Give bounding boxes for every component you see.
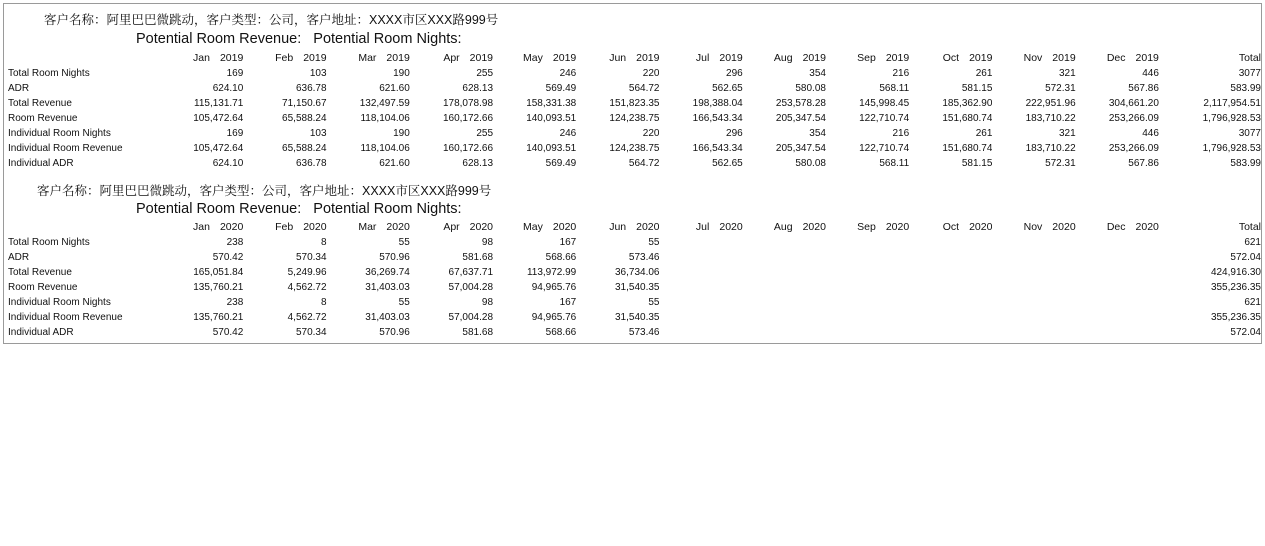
value-cell: 569.49 bbox=[545, 83, 577, 94]
value-cell: 122,710.74 bbox=[859, 143, 910, 154]
total-cell: 424,916.30 bbox=[1210, 267, 1261, 278]
value-cell: 31,540.35 bbox=[614, 282, 660, 293]
month-header bbox=[410, 51, 493, 66]
month-year: 2019 bbox=[1052, 52, 1076, 64]
value-cell: 216 bbox=[892, 128, 910, 139]
total-header: Total bbox=[1238, 52, 1261, 64]
month-year: 2020 bbox=[303, 221, 327, 233]
value-cell: 98 bbox=[481, 297, 494, 308]
month-header bbox=[826, 220, 909, 235]
month-header bbox=[243, 220, 326, 235]
value-cell: 183,710.22 bbox=[1025, 143, 1076, 154]
value-cell: 31,403.03 bbox=[365, 282, 410, 293]
value-cell bbox=[1076, 250, 1159, 265]
month-header bbox=[243, 51, 326, 66]
month-name: Feb bbox=[275, 221, 294, 233]
value-cell: 36,269.74 bbox=[365, 267, 410, 278]
potential-summary bbox=[136, 201, 462, 217]
value-cell bbox=[659, 295, 742, 310]
value-cell: 220 bbox=[642, 68, 660, 79]
value-cell bbox=[992, 235, 1075, 250]
value-cell: 135,760.21 bbox=[193, 312, 244, 323]
table-row bbox=[8, 250, 1261, 265]
revenue-table-2019 bbox=[8, 51, 1261, 171]
value-cell bbox=[992, 325, 1075, 340]
total-cell: 583.99 bbox=[1230, 83, 1261, 94]
value-cell: 178,078.98 bbox=[442, 98, 494, 109]
table-row bbox=[8, 156, 1261, 171]
month-year: 2020 bbox=[1052, 221, 1076, 233]
month-header-row bbox=[8, 51, 1261, 66]
value-cell bbox=[1076, 325, 1159, 340]
month-header bbox=[493, 220, 576, 235]
value-cell bbox=[826, 295, 909, 310]
value-cell: 198,388.04 bbox=[692, 98, 743, 109]
value-cell: 354 bbox=[809, 68, 826, 79]
customer-info-line: 客户名称：阿里巴巴微跳动，客户类型：公司，客户地址：XXXX市区XXX路999号 bbox=[44, 13, 499, 27]
value-cell: 573.46 bbox=[628, 252, 660, 263]
value-cell bbox=[1076, 310, 1159, 325]
row-label-header bbox=[8, 51, 160, 66]
month-name: Oct bbox=[942, 52, 960, 64]
value-cell: 118,104.06 bbox=[360, 143, 410, 154]
value-cell: 624.10 bbox=[212, 83, 244, 94]
value-cell: 205,347.54 bbox=[775, 113, 826, 124]
month-header bbox=[909, 220, 992, 235]
value-cell: 321 bbox=[1058, 68, 1076, 79]
value-cell bbox=[659, 265, 742, 280]
potential-room-revenue-label: Potential Room Revenue: bbox=[136, 201, 302, 217]
value-cell: 261 bbox=[975, 128, 993, 139]
value-cell bbox=[659, 250, 742, 265]
value-cell: 570.96 bbox=[379, 327, 410, 338]
value-cell: 160,172.66 bbox=[442, 143, 494, 154]
value-cell: 572.31 bbox=[1045, 158, 1076, 169]
value-cell: 567.86 bbox=[1128, 83, 1159, 94]
row-label: Individual ADR bbox=[8, 158, 74, 169]
value-cell bbox=[826, 325, 909, 340]
value-cell: 132,497.59 bbox=[359, 98, 410, 109]
value-cell: 246 bbox=[559, 68, 577, 79]
value-cell bbox=[992, 295, 1075, 310]
value-cell: 8 bbox=[320, 237, 327, 248]
value-cell: 581.68 bbox=[462, 252, 494, 263]
month-header bbox=[160, 51, 243, 66]
table-row bbox=[8, 66, 1261, 81]
value-cell bbox=[659, 280, 742, 295]
value-cell: 151,823.35 bbox=[609, 98, 660, 109]
value-cell: 4,562.72 bbox=[287, 312, 327, 323]
value-cell: 246 bbox=[559, 128, 577, 139]
value-cell: 67,637.71 bbox=[448, 267, 494, 278]
value-cell: 446 bbox=[1142, 128, 1159, 139]
total-cell: 583.99 bbox=[1230, 158, 1261, 169]
value-cell bbox=[909, 265, 992, 280]
value-cell: 321 bbox=[1058, 128, 1076, 139]
month-year: 2019 bbox=[219, 52, 244, 64]
value-cell: 165,051.84 bbox=[193, 267, 244, 278]
value-cell bbox=[992, 250, 1075, 265]
month-name: Nov bbox=[1023, 221, 1043, 233]
value-cell: 628.13 bbox=[462, 83, 494, 94]
month-year: 2019 bbox=[1135, 52, 1159, 64]
value-cell: 115,131.71 bbox=[194, 98, 244, 109]
table-row bbox=[8, 81, 1261, 96]
row-label: ADR bbox=[8, 83, 30, 94]
value-cell: 580.08 bbox=[795, 158, 826, 169]
value-cell bbox=[1076, 295, 1159, 310]
potential-room-nights-label: Potential Room Nights: bbox=[313, 31, 462, 47]
value-cell: 624.10 bbox=[212, 158, 244, 169]
value-cell bbox=[826, 280, 909, 295]
row-label: Individual Room Revenue bbox=[8, 143, 123, 154]
month-name: Dec bbox=[1106, 52, 1126, 64]
month-header bbox=[327, 51, 410, 66]
row-label-header bbox=[8, 220, 160, 235]
value-cell: 118,104.06 bbox=[360, 113, 410, 124]
value-cell: 94,965.76 bbox=[531, 312, 577, 323]
value-cell bbox=[743, 325, 826, 340]
month-header bbox=[659, 51, 742, 66]
month-year: 2020 bbox=[469, 221, 494, 233]
value-cell: 122,710.74 bbox=[859, 113, 910, 124]
value-cell bbox=[826, 235, 909, 250]
month-year: 2019 bbox=[552, 52, 577, 64]
value-cell bbox=[992, 265, 1075, 280]
value-cell: 568.11 bbox=[879, 158, 910, 169]
value-cell: 140,093.51 bbox=[526, 113, 577, 124]
month-name: Jan bbox=[193, 52, 210, 64]
month-year: 2020 bbox=[969, 221, 993, 233]
value-cell: 185,362.90 bbox=[942, 98, 993, 109]
month-year: 2019 bbox=[719, 52, 743, 64]
value-cell: 568.66 bbox=[545, 252, 577, 263]
month-name: Apr bbox=[443, 52, 460, 64]
month-year: 2019 bbox=[386, 52, 410, 64]
value-cell: 55 bbox=[398, 297, 410, 308]
month-header bbox=[327, 220, 410, 235]
month-name: Sep bbox=[857, 221, 876, 233]
value-cell: 113,972.99 bbox=[526, 267, 577, 278]
row-label: Individual Room Nights bbox=[8, 128, 111, 139]
month-header bbox=[160, 220, 243, 235]
value-cell bbox=[1076, 280, 1159, 295]
month-name: May bbox=[523, 52, 543, 64]
total-cell: 3077 bbox=[1238, 68, 1261, 79]
value-cell: 55 bbox=[648, 237, 660, 248]
potential-room-nights-label: Potential Room Nights: bbox=[313, 201, 462, 217]
month-header bbox=[992, 220, 1075, 235]
table-row bbox=[8, 111, 1261, 126]
value-cell: 31,403.03 bbox=[365, 312, 410, 323]
row-label: Total Revenue bbox=[8, 98, 72, 109]
month-name: Aug bbox=[773, 221, 793, 233]
value-cell: 5,249.96 bbox=[287, 267, 327, 278]
value-cell: 36,734.06 bbox=[614, 267, 660, 278]
value-cell bbox=[826, 265, 909, 280]
row-label: Individual Room Revenue bbox=[8, 312, 123, 323]
value-cell bbox=[909, 235, 992, 250]
total-cell: 3077 bbox=[1238, 128, 1261, 139]
value-cell: 160,172.66 bbox=[442, 113, 494, 124]
month-header bbox=[826, 51, 909, 66]
value-cell: 183,710.22 bbox=[1025, 113, 1076, 124]
table-row bbox=[8, 280, 1261, 295]
value-cell: 98 bbox=[481, 237, 494, 248]
value-cell: 296 bbox=[726, 128, 743, 139]
value-cell: 140,093.51 bbox=[526, 143, 577, 154]
value-cell: 567.86 bbox=[1128, 158, 1159, 169]
total-cell: 621 bbox=[1244, 237, 1261, 248]
value-cell bbox=[659, 310, 742, 325]
total-cell: 355,236.35 bbox=[1210, 312, 1261, 323]
value-cell: 580.08 bbox=[795, 83, 826, 94]
value-cell: 8 bbox=[320, 297, 327, 308]
table-row bbox=[8, 235, 1261, 250]
total-cell: 572.04 bbox=[1230, 252, 1261, 263]
month-name: May bbox=[523, 221, 543, 233]
value-cell: 105,472.64 bbox=[193, 113, 244, 124]
total-cell: 1,796,928.53 bbox=[1202, 113, 1261, 124]
month-year: 2020 bbox=[885, 221, 910, 233]
total-cell: 621 bbox=[1244, 297, 1261, 308]
month-year: 2019 bbox=[636, 52, 660, 64]
total-cell: 1,796,928.53 bbox=[1202, 143, 1261, 154]
month-year: 2020 bbox=[219, 221, 244, 233]
value-cell: 166,543.34 bbox=[692, 113, 743, 124]
value-cell bbox=[659, 235, 742, 250]
value-cell: 4,562.72 bbox=[287, 282, 327, 293]
value-cell: 57,004.28 bbox=[448, 282, 494, 293]
value-cell: 151,680.74 bbox=[942, 113, 993, 124]
month-name: Aug bbox=[773, 52, 793, 64]
value-cell: 238 bbox=[226, 297, 244, 308]
month-name: Mar bbox=[358, 221, 377, 233]
row-label: ADR bbox=[8, 252, 30, 263]
month-year: 2020 bbox=[719, 221, 743, 233]
value-cell: 564.72 bbox=[628, 83, 660, 94]
value-cell: 151,680.74 bbox=[942, 143, 993, 154]
month-name: Oct bbox=[942, 221, 960, 233]
value-cell: 222,951.96 bbox=[1025, 98, 1076, 109]
row-label: Total Room Nights bbox=[8, 68, 90, 79]
value-cell bbox=[992, 280, 1075, 295]
customer-revenue-report bbox=[3, 3, 1262, 344]
value-cell: 124,238.75 bbox=[609, 143, 660, 154]
value-cell: 569.49 bbox=[545, 158, 577, 169]
table-row bbox=[8, 310, 1261, 325]
month-name: Apr bbox=[443, 221, 460, 233]
month-year: 2019 bbox=[969, 52, 993, 64]
value-cell bbox=[826, 310, 909, 325]
value-cell: 71,150.67 bbox=[282, 98, 327, 109]
month-header bbox=[410, 220, 493, 235]
table-row bbox=[8, 265, 1261, 280]
total-cell: 355,236.35 bbox=[1210, 282, 1261, 293]
month-header bbox=[576, 51, 659, 66]
value-cell: 205,347.54 bbox=[775, 143, 826, 154]
month-name: Jul bbox=[695, 221, 710, 233]
month-name: Jun bbox=[609, 221, 627, 233]
value-cell: 296 bbox=[726, 68, 743, 79]
month-header-row bbox=[8, 220, 1261, 235]
month-name: Nov bbox=[1023, 52, 1043, 64]
row-label: Total Room Nights bbox=[8, 237, 90, 248]
value-cell: 446 bbox=[1142, 68, 1159, 79]
value-cell: 135,760.21 bbox=[193, 282, 244, 293]
value-cell bbox=[743, 250, 826, 265]
value-cell: 581.68 bbox=[462, 327, 494, 338]
value-cell: 564.72 bbox=[628, 158, 660, 169]
value-cell bbox=[659, 325, 742, 340]
value-cell: 621.60 bbox=[379, 158, 410, 169]
table-row bbox=[8, 96, 1261, 111]
value-cell: 238 bbox=[226, 237, 244, 248]
potential-room-revenue-label: Potential Room Revenue: bbox=[136, 31, 302, 47]
value-cell: 169 bbox=[226, 68, 244, 79]
month-header bbox=[992, 51, 1075, 66]
value-cell: 581.15 bbox=[961, 83, 993, 94]
value-cell: 568.66 bbox=[545, 327, 577, 338]
month-year: 2020 bbox=[636, 221, 660, 233]
value-cell bbox=[909, 280, 992, 295]
value-cell: 253,578.28 bbox=[775, 98, 826, 109]
month-year: 2019 bbox=[303, 52, 327, 64]
month-header bbox=[743, 51, 826, 66]
table-row bbox=[8, 325, 1261, 340]
value-cell: 220 bbox=[642, 128, 660, 139]
value-cell: 124,238.75 bbox=[609, 113, 660, 124]
month-year: 2020 bbox=[552, 221, 577, 233]
value-cell: 216 bbox=[892, 68, 910, 79]
row-label: Room Revenue bbox=[8, 282, 78, 293]
value-cell: 636.78 bbox=[295, 158, 327, 169]
row-label: Room Revenue bbox=[8, 113, 78, 124]
month-header bbox=[493, 51, 576, 66]
value-cell: 103 bbox=[309, 68, 327, 79]
value-cell: 190 bbox=[393, 68, 410, 79]
value-cell: 570.34 bbox=[295, 327, 327, 338]
customer-info-line: 客户名称：阿里巴巴微跳动，客户类型：公司，客户地址：XXXX市区XXX路999号 bbox=[37, 184, 492, 198]
value-cell: 354 bbox=[809, 128, 826, 139]
month-name: Sep bbox=[857, 52, 876, 64]
value-cell bbox=[743, 235, 826, 250]
value-cell bbox=[743, 295, 826, 310]
value-cell: 581.15 bbox=[961, 158, 993, 169]
row-label: Individual Room Nights bbox=[8, 297, 111, 308]
value-cell: 158,331.38 bbox=[526, 98, 577, 109]
value-cell: 65,588.24 bbox=[282, 143, 327, 154]
month-header bbox=[1076, 220, 1159, 235]
value-cell: 255 bbox=[476, 68, 494, 79]
value-cell: 253,266.09 bbox=[1108, 113, 1159, 124]
value-cell bbox=[1076, 265, 1159, 280]
month-name: Feb bbox=[275, 52, 294, 64]
month-year: 2020 bbox=[386, 221, 410, 233]
value-cell: 304,661.20 bbox=[1108, 98, 1159, 109]
month-name: Mar bbox=[358, 52, 377, 64]
value-cell: 570.42 bbox=[212, 252, 244, 263]
value-cell: 55 bbox=[648, 297, 660, 308]
value-cell: 65,588.24 bbox=[282, 113, 327, 124]
value-cell: 572.31 bbox=[1045, 83, 1076, 94]
month-header bbox=[743, 220, 826, 235]
value-cell: 190 bbox=[393, 128, 410, 139]
month-name: Jul bbox=[695, 52, 710, 64]
value-cell: 253,266.09 bbox=[1108, 143, 1159, 154]
value-cell: 55 bbox=[398, 237, 410, 248]
value-cell bbox=[909, 250, 992, 265]
table-row bbox=[8, 126, 1261, 141]
table-row bbox=[8, 141, 1261, 156]
value-cell: 167 bbox=[559, 297, 577, 308]
value-cell: 570.34 bbox=[295, 252, 327, 263]
row-label: Total Revenue bbox=[8, 267, 72, 278]
value-cell: 636.78 bbox=[295, 83, 327, 94]
value-cell: 562.65 bbox=[712, 158, 743, 169]
value-cell: 570.96 bbox=[379, 252, 410, 263]
value-cell: 169 bbox=[226, 128, 244, 139]
revenue-table-2020 bbox=[8, 220, 1261, 340]
value-cell: 94,965.76 bbox=[531, 282, 577, 293]
value-cell: 57,004.28 bbox=[448, 312, 494, 323]
total-header: Total bbox=[1238, 221, 1261, 233]
value-cell: 255 bbox=[476, 128, 494, 139]
total-cell: 2,117,954.51 bbox=[1203, 98, 1261, 109]
value-cell: 103 bbox=[309, 128, 327, 139]
month-header bbox=[1076, 51, 1159, 66]
value-cell bbox=[909, 295, 992, 310]
month-year: 2019 bbox=[802, 52, 826, 64]
value-cell bbox=[909, 310, 992, 325]
month-name: Jan bbox=[193, 221, 210, 233]
month-name: Jun bbox=[609, 52, 627, 64]
value-cell bbox=[743, 280, 826, 295]
value-cell: 105,472.64 bbox=[193, 143, 244, 154]
value-cell: 573.46 bbox=[628, 327, 660, 338]
value-cell bbox=[826, 250, 909, 265]
value-cell bbox=[743, 265, 826, 280]
value-cell: 167 bbox=[559, 237, 577, 248]
value-cell: 261 bbox=[975, 68, 993, 79]
value-cell: 568.11 bbox=[879, 83, 910, 94]
month-header bbox=[659, 220, 742, 235]
month-year: 2020 bbox=[1135, 221, 1159, 233]
value-cell bbox=[1076, 235, 1159, 250]
value-cell: 145,998.45 bbox=[859, 98, 910, 109]
value-cell bbox=[992, 310, 1075, 325]
month-header bbox=[576, 220, 659, 235]
value-cell: 31,540.35 bbox=[614, 312, 660, 323]
total-cell: 572.04 bbox=[1230, 327, 1261, 338]
value-cell bbox=[743, 310, 826, 325]
month-year: 2019 bbox=[469, 52, 494, 64]
value-cell: 562.65 bbox=[712, 83, 743, 94]
month-header bbox=[909, 51, 992, 66]
month-year: 2019 bbox=[885, 52, 910, 64]
value-cell: 628.13 bbox=[462, 158, 494, 169]
value-cell: 570.42 bbox=[212, 327, 244, 338]
value-cell bbox=[909, 325, 992, 340]
value-cell: 621.60 bbox=[379, 83, 410, 94]
row-label: Individual ADR bbox=[8, 327, 74, 338]
month-year: 2020 bbox=[802, 221, 826, 233]
potential-summary bbox=[136, 31, 462, 47]
month-name: Dec bbox=[1106, 221, 1126, 233]
value-cell: 166,543.34 bbox=[692, 143, 743, 154]
table-row bbox=[8, 295, 1261, 310]
